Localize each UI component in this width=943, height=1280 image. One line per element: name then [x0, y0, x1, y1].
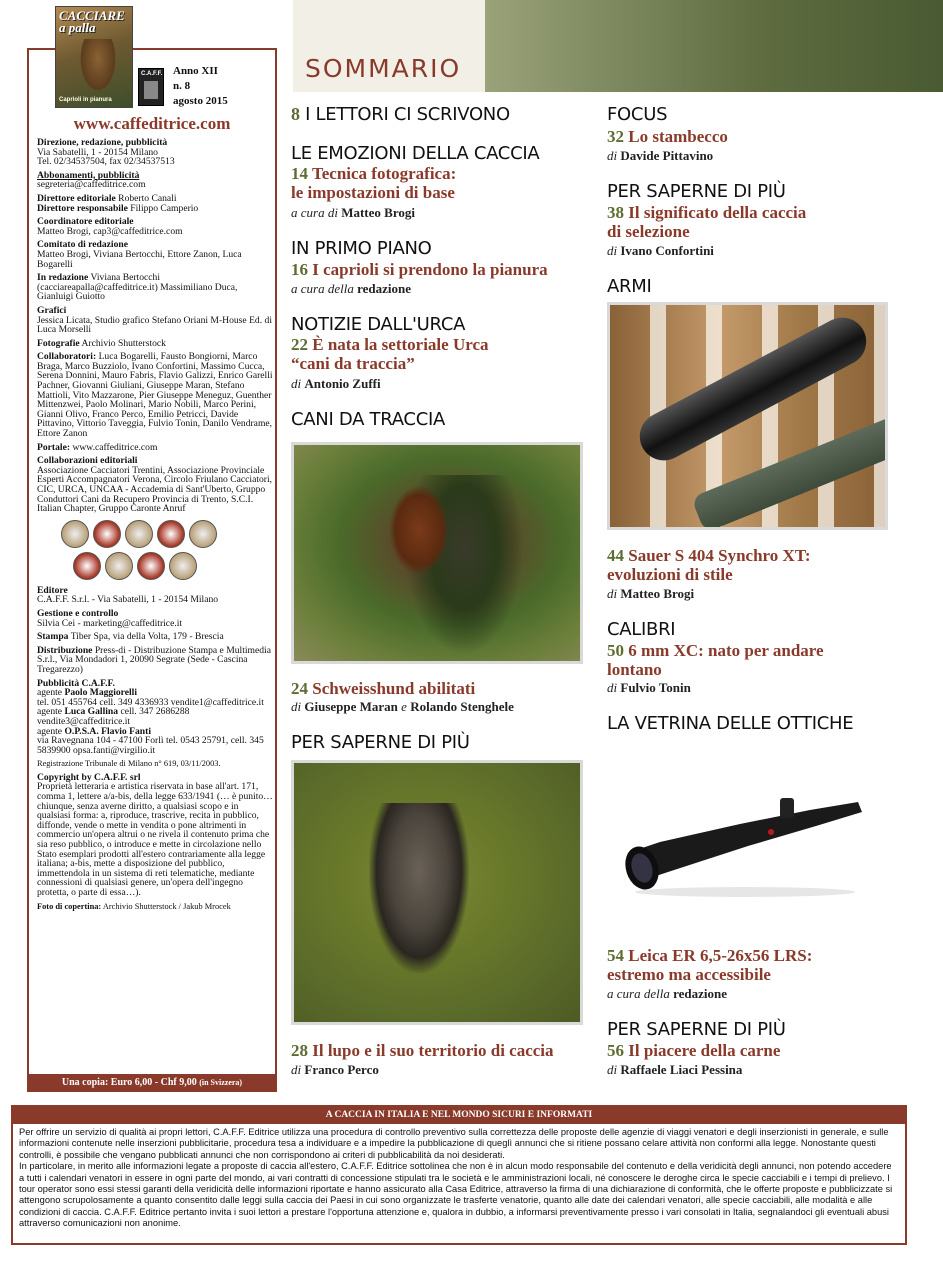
author-name: Ivano Confortini: [620, 243, 714, 258]
photo-rifle: [607, 302, 888, 530]
credit-copyright: [37, 773, 273, 898]
entry-title: estremo ma accessibile: [607, 965, 771, 984]
author-name: Fulvio Tonin: [620, 680, 691, 695]
author-name: redazione: [673, 986, 727, 1001]
credit-value: Filippo Camperio: [130, 202, 199, 214]
credit-collaborazioni: [37, 456, 273, 514]
section-heading-emozioni: LE EMOZIONI DELLA CACCIA: [291, 143, 540, 164]
author-name: Raffaele Liaci Pessina: [620, 1062, 743, 1077]
scope-tube: [630, 802, 862, 882]
cover-subtitle: Caprioli in pianura: [59, 97, 112, 103]
byline: [607, 986, 727, 1002]
credit-label: Coordinatore editoriale: [37, 216, 134, 228]
caff-logo: [138, 68, 164, 106]
notice-body: [13, 1124, 905, 1230]
entry-title: lontano: [607, 660, 662, 679]
credit-label: Distribuzione: [37, 644, 93, 656]
toc-entry-settoriale-urca[interactable]: [291, 335, 489, 373]
photo-hunter-with-dog: [291, 442, 583, 664]
credit-fotografie: [37, 339, 273, 349]
byline: [291, 376, 381, 392]
byline-prefix: di: [291, 1062, 302, 1077]
credit-email[interactable]: segreteria@caffeditrice.com: [37, 179, 146, 191]
entry-title: Il lupo e il suo territorio di caccia: [312, 1041, 554, 1060]
photo-leica-scope: [620, 790, 870, 900]
toc-entry-carne[interactable]: [607, 1041, 780, 1060]
header-photo-strip: [485, 0, 943, 92]
toc-entry-caccia-selezione[interactable]: [607, 203, 806, 241]
credit-label: Direttore responsabile: [37, 202, 128, 214]
issue-year: Anno XII: [173, 65, 218, 77]
section-heading-focus: FOCUS: [607, 104, 668, 125]
credit-value: Luca Bogarelli, Fausto Bongiorni, Marco Braga, Marco Buzziolo, Ivano Confortini, Massimo Cucca, Serena Donnini, Mauro Fabris, Flavio Galizzi, Enrico Garelli Pachner, Giovanni Giuliani, Giuseppe Maran, Stefano Mattioli, Vito Mazzarone, Pier Giuseppe Meneguz, Guenther Mittenzwei, Paolo Molinari, Mario Nobili, Marco Perini, Gianni Olivo, Franco Perco, Emilio Petricci, Davide Pittavino, Vittorio Taveggia, Fulvio Tonin, Danilo Vendrame, Ettore Zanon: [37, 351, 273, 440]
credit-label: Direzione, redazione, pubblicità: [37, 137, 168, 148]
toc-entry-lupo[interactable]: [291, 1041, 554, 1060]
agent-name: O.P.S.A. Flavio Fanti: [64, 725, 151, 737]
credit-registrazione: [37, 759, 273, 769]
credit-label: Foto di copertina:: [37, 901, 102, 911]
byline-prefix: di: [607, 243, 618, 258]
byline-prefix: di: [607, 1062, 618, 1077]
author-name: Antonio Zuffi: [304, 376, 381, 391]
section-heading-per-saperne-3: PER SAPERNE DI PIÙ: [607, 1019, 786, 1040]
credit-label: Comitato di redazione: [37, 239, 128, 251]
credit-label: Pubblicità C.A.F.F.: [37, 677, 115, 689]
byline: [607, 243, 714, 259]
section-heading-calibri: CALIBRI: [607, 619, 676, 640]
byline: [291, 1062, 379, 1078]
credit-value: Via Sabatelli, 1 - 20154 Milano: [37, 146, 158, 158]
association-logo-icon: [169, 552, 197, 580]
notice-paragraph: Per offrire un servizio di qualità ai propri lettori, C.A.F.F. Editrice utilizza una procedura di controllo preventivo sulla correttezza delle proposte delle agenzie di viaggi venatori e degli inserzionisti in generale, e sulle informazioni contenute nelle inserzioni pubblicitarie, procedura tesa a individuare e a impedire la pubblicazione di queglì annunci che si ritiene possano celare attività non conformi alla legge. Nonostante questi controlli, è possibile che vengano pubblicati annunci che non corrispondono ai criteri di pubblicabilità da noi desiderati.: [19, 1127, 889, 1160]
section-heading-per-saperne-1: PER SAPERNE DI PIÙ: [291, 732, 470, 753]
author-name: Franco Perco: [304, 1062, 379, 1077]
wolf-figure: [369, 803, 469, 973]
cover-title: CACCIARE a palla: [59, 8, 125, 35]
credit-gestione: [37, 609, 273, 628]
byline: [607, 148, 713, 164]
price-bar: [27, 1074, 277, 1092]
entry-title: Sauer S 404 Synchro XT:: [628, 546, 811, 565]
credit-direzione: [37, 138, 273, 167]
issue-info: [173, 64, 228, 109]
credit-value: cell. 347 2686288 vendite3@caffeditrice.it: [37, 706, 190, 727]
credit-label: Abbonamenti, pubblicità: [37, 169, 140, 181]
credit-value: Registrazione Tribunale di Milano n° 619, 03/11/2003.: [37, 759, 221, 769]
notice-title: A CACCIA IN ITALIA E NEL MONDO SICURI E INFORMATI: [13, 1107, 905, 1124]
credit-comitato: [37, 240, 273, 269]
association-logo-icon: [157, 520, 185, 548]
entry-title: È nata la settoriale Urca: [312, 335, 489, 354]
credit-label: Editore: [37, 584, 68, 596]
credit-label: Gestione e controllo: [37, 607, 119, 619]
credit-label: Direttore editoriale: [37, 192, 116, 204]
credit-portale: [37, 443, 273, 453]
credits-block: [37, 138, 273, 915]
byline-prefix: a cura della: [291, 281, 354, 296]
page-number: 32: [607, 127, 624, 146]
credit-value: Associazione Cacciatori Trentini, Associazione Provinciale Esperti Accompagnatori Verona, Circolo Friulano Cacciatori, CIC, URCA, UNCAA - Accademia di Sant'Uberto, Gruppo Conduttori Cani da Recupero Provincia di Trento, S.C.I. Italian Chapter, Gruppo Caronte Anruf: [37, 464, 273, 515]
credit-editore: [37, 586, 273, 605]
entry-title: Lo stambecco: [628, 127, 728, 146]
toc-entry-schweisshund[interactable]: [291, 679, 475, 698]
byline-prefix: di: [607, 586, 618, 601]
hound-figure: [389, 485, 449, 575]
byline-prefix: a cura della: [607, 986, 670, 1001]
agent-name: Luca Gallina: [64, 706, 119, 718]
entry-title: Leica ER 6,5-26x56 LRS:: [628, 946, 813, 965]
byline: [291, 205, 415, 221]
scope-logo-dot: [768, 829, 774, 835]
issue-date: agosto 2015: [173, 95, 228, 107]
entry-title: di selezione: [607, 222, 690, 241]
page-number: 8: [291, 104, 300, 124]
author-name: redazione: [357, 281, 411, 296]
credit-link[interactable]: www.caffeditrice.com: [72, 441, 158, 453]
entry-title: Tecnica fotografica:: [311, 164, 457, 183]
association-logo-icon: [189, 520, 217, 548]
association-logo-icon: [73, 552, 101, 580]
credit-collaboratori: [37, 352, 273, 438]
author-name: Giuseppe Maran: [304, 699, 398, 714]
credit-label: Portale:: [37, 441, 71, 453]
credit-label: Fotografie: [37, 337, 80, 349]
entry-title: I LETTORI CI SCRIVONO: [305, 104, 510, 125]
credit-coordinatore: [37, 217, 273, 236]
author-name: Rolando Stenghele: [410, 699, 514, 714]
caff-logo-text: C.A.F.F.: [141, 71, 163, 77]
price-text: Una copia: Euro 6,00 - Chf 9,00: [61, 1077, 197, 1088]
credit-value: tel. 051 455764 cell. 349 4336933 vendite1@caffeditrice.it: [37, 696, 264, 708]
byline: [607, 1062, 742, 1078]
byline-prefix: di: [607, 680, 618, 695]
credit-value: Silvia Cei - marketing@caffeditrice.it: [37, 617, 183, 629]
page-number: 38: [607, 203, 624, 222]
page-number: 22: [291, 335, 308, 354]
credit-stampa: [37, 632, 273, 642]
section-heading-armi: ARMI: [607, 276, 652, 297]
credit-pubblicita: [37, 679, 273, 756]
association-logo-icon: [105, 552, 133, 580]
byline: [291, 281, 411, 297]
author-name: Matteo Brogi: [341, 205, 415, 220]
association-logos: [61, 520, 241, 580]
section-heading-per-saperne-2: PER SAPERNE DI PIÙ: [607, 181, 786, 202]
page-number: 50: [607, 641, 624, 660]
credit-label: Stampa: [37, 631, 69, 643]
credit-distribuzione: [37, 646, 273, 675]
association-logo-icon: [137, 552, 165, 580]
credit-value: Matteo Brogi, Viviana Bertocchi, Ettore Zanon, Luca Bogarelli: [37, 248, 242, 270]
credit-value: Press-di - Distribuzione Stampa e Multimedia S.r.l., Via Mondadori 1, 20090 Segrate (Sede - Cascina Tregarezzo): [37, 644, 271, 675]
toc-entry-caprioli[interactable]: [291, 260, 548, 279]
credit-value: Roberto Canali: [118, 192, 177, 204]
toc-entry-lettori[interactable]: [291, 104, 510, 125]
magazine-cover: [55, 6, 133, 108]
entry-title: Il piacere della carne: [628, 1041, 781, 1060]
credit-value: Tiber Spa, via della Volta, 179 - Brescia: [70, 631, 224, 643]
entry-title: le impostazioni di base: [291, 183, 455, 202]
cover-deer-image: [78, 39, 118, 95]
page-number: 16: [291, 260, 308, 279]
entry-title: “cani da traccia”: [291, 354, 415, 373]
byline-prefix: di: [291, 699, 302, 714]
toc-entry-6mm-xc[interactable]: [607, 641, 824, 679]
credit-value: agente: [37, 687, 63, 699]
byline: [291, 699, 514, 715]
author-name: Davide Pittavino: [620, 148, 714, 163]
credit-label: Grafici: [37, 304, 67, 316]
entry-title: evoluzioni di stile: [607, 565, 733, 584]
toc-entry-sauer[interactable]: [607, 546, 811, 584]
byline: [607, 586, 694, 602]
credit-abbonamenti: [37, 171, 273, 190]
page-title: SOMMARIO: [305, 54, 462, 83]
association-logo-icon: [93, 520, 121, 548]
website-link[interactable]: www.caffeditrice.com: [73, 114, 231, 133]
author-name: Matteo Brogi: [620, 586, 695, 601]
page-number: 56: [607, 1041, 624, 1060]
credit-value: Jessica Licata, Studio grafico Stefano Oriani M-House Ed. di Luca Morselli: [37, 314, 272, 336]
scope-turret: [780, 798, 794, 818]
page-number: 24: [291, 679, 308, 698]
credit-in-redazione: [37, 273, 273, 302]
credit-value: Archivio Shutterstock / Jakub Mrocek: [102, 901, 231, 911]
byline-prefix: di: [291, 376, 302, 391]
byline-prefix: di: [607, 148, 618, 163]
photo-wolf: [291, 760, 583, 1025]
toc-entry-tecnica-fotografica[interactable]: [291, 164, 456, 202]
credit-value: Viviana Bertocchi (cacciareapalla@caffeditrice.it) Massimiliano Duca, Gianluigi Guiotto: [37, 272, 238, 303]
notice-box: [11, 1105, 907, 1245]
credit-direttori: [37, 194, 273, 213]
credit-value: Archivio Shutterstock: [81, 337, 166, 349]
credit-value: Proprietà letteraria e artistica riservata in base all'art. 171, comma 1, lettere a/a-bis, della legge 633/1941 (… è punito… chiunque, senza averne diritto, a qualsiasi scopo e in qualsiasi forma: a, riproduce, trascrive, recita in pubblico, diffonde, vende o mette in vendita o pone altrimenti in commercio un'opera altrui o ne rivela il contenuto prima che sia reso pubblico, o introduce e mette in circolazione nello Stato esemplari prodotti all'estero contrariamente alla legge italiana; a-bis, mette a disposizione del pubblico, immettendola in un sistema di reti telematiche, mediante connessioni di qualsiasi genere, un'opera dell'ingegno protetta, o parte di essa…).: [37, 781, 273, 898]
byline-prefix: a cura di: [291, 205, 338, 220]
section-heading-vetrina: LA VETRINA DELLE OTTICHE: [607, 713, 854, 734]
section-heading-urca: NOTIZIE DALL'URCA: [291, 314, 466, 335]
section-heading-cani: CANI DA TRACCIA: [291, 409, 445, 430]
credit-label: In redazione: [37, 272, 89, 284]
toc-entry-stambecco[interactable]: [607, 127, 728, 146]
agent-name: Paolo Maggiorelli: [64, 687, 138, 699]
association-logo-icon: [61, 520, 89, 548]
credit-value: C.A.F.F. S.r.l. - Via Sabatelli, 1 - 20154 Milano: [37, 594, 219, 606]
page-number: 28: [291, 1041, 308, 1060]
credit-label: Collaborazioni editoriali: [37, 455, 138, 467]
caff-logo-mark: [144, 81, 158, 99]
byline-conjunction: e: [401, 699, 407, 714]
credit-value: Matteo Brogi, cap3@caffeditrice.com: [37, 225, 183, 237]
credit-value: agente: [37, 725, 63, 737]
association-logo-icon: [125, 520, 153, 548]
entry-title: 6 mm XC: nato per andare: [628, 641, 824, 660]
scope-shadow: [635, 887, 855, 897]
toc-entry-leica[interactable]: [607, 946, 812, 984]
entry-title: Il significato della caccia: [628, 203, 807, 222]
credit-value: via Ravegnana 104 - 47100 Forlì tel. 0543 25791, cell. 345 5839900 opsa.fanti@virgilio.it: [37, 735, 264, 756]
section-heading-primo-piano: IN PRIMO PIANO: [291, 238, 432, 259]
byline: [607, 680, 691, 696]
page-number: 44: [607, 546, 624, 565]
entry-title: I caprioli si prendono la pianura: [312, 260, 548, 279]
page-number: 14: [291, 164, 308, 183]
issue-number: n. 8: [173, 80, 191, 92]
credit-label: Collaboratori:: [37, 351, 97, 363]
credit-label: Copyright by C.A.F.F. srl: [37, 771, 141, 783]
price-note: (in Svizzera): [199, 1078, 243, 1087]
credit-grafici: [37, 306, 273, 335]
credit-foto-copertina: [37, 902, 273, 912]
credit-value: agente: [37, 706, 63, 718]
page-number: 54: [607, 946, 624, 965]
notice-paragraph: In particolare, in merito alle informazioni legate a proposte di caccia all'estero, C.A.F.F. Editrice sottolinea che non è in alcun modo responsabile del contenuto e della veridicità degli annunci, non potendo accedere a tutti i calendari venatori in essere in ogni parte del mondo, ai vari contratti di concessione stipulati tra le società e le amministrazioni locali, né conoscere le deroghe circa le specie cacciabili e i tempi di prelievo. I tour operator sono essi stessi garanti della veridicità delle informazioni riportate e hanno assicurato alla Casa Editrice, attraverso la firma di una dichiarazione di conformità, che le offerte proposte e pubblicizzate si attengono scrupolosamente a quanto consentito dalle leggi sulla caccia dei Paesi in cui sono organizzate le trasferte venatorie, quanto alle date dei calendari venatori, alle specie cacciabili, alle modalità e alle condizioni di caccia. C.A.F.F. Editrice pertanto invita i suoi lettori a prestare l'opportuna attenzione e, qualora in dubbio, a informarsi preventivamente presso i vari consolati in Italia, segnalandoci gli eventuali abusi attraverso comunicazioni non anonime.: [19, 1161, 893, 1229]
entry-title: Schweisshund abilitati: [312, 679, 476, 698]
credit-value: Tel. 02/34537504, fax 02/34537513: [37, 156, 175, 168]
